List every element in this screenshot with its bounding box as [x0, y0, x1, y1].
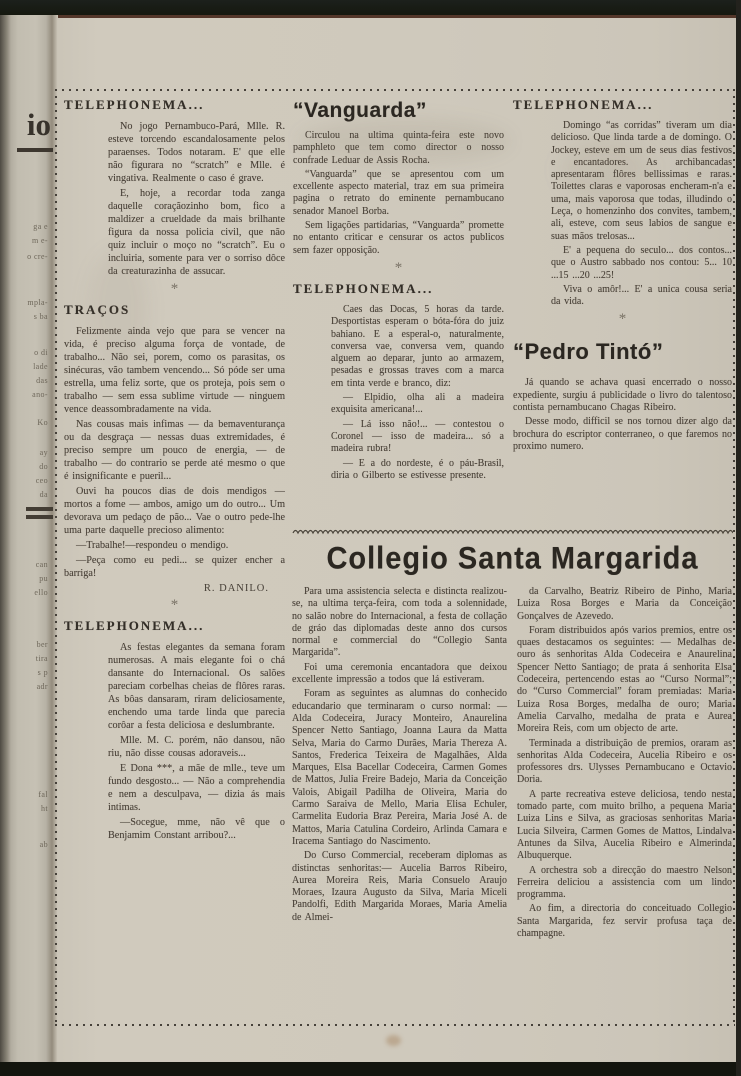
collegio-column-right: da Carvalho, Beatriz Ribeiro de Pinho, Maria Luiza Rosa Borges e Maria da Conceição Gonçalves de Azevedo. Foram distribuidos após varios premios, entre os quaes destacamos os seguintes: — Medalhas de ouro ás senhoritas Alda Codeceira e Anaurelina Spencer Netto Santiago; de prata á senhorita Elsa Codeceira, pertencendo estas ao “Curso Normal”; do “Curso Commercial” foram premiadas: Maria Luiza Rosa Borges, medalha de ouro; Maria Amelia Carvalho, medalha de prata e Aurea Moreira Reis, com um objecto de arte. Terminada a distribuição de premios, oraram as senhoritas Alda Codeceira, Aucelia Ribeiro e os professores drs. Ulysses Pernambucano e Octavio Doria. A parte recreativa esteve deliciosa, tendo nesta tomado parte, com muito brilho, a pequena Maria Luiza Lins e Silva, as graciosas senhoritas Maria Lucia Silveira, Carmen Gomes de Mattos, Lindalva Antunes da Silva, Aucelia Ribeiro e Almerinda Albuquerque. A orchestra sob a direcção do maestro Nelson Ferreira deliciou a assistencia com um lindo programma. Ao fim, a directoria do conceituado Collegio Santa Margarida, fez servir profusa taça de champagne. [517, 586, 732, 940]
collegio-column-left: Para uma assistencia selecta e distincta realizou-se, na ultima terça-feira, com toda a solennidade, no salão nobre do Internacional, a festa de collação de gráo das diplomadas deste anno dos cursos normal e commercial do “Collegio Santa Margarida”. Foi uma ceremonia encantadora que deixou excellente impressão a todos que lá estiveram. Foram as seguintes as alumnas do conhecido educandario que terminaram o curso normal: — Alda Codeceira, Juracy Monteiro, Anaurelina Spencer Netto Santiago, Joanna Laura da Matta Selva, Maria do Carmo Durães, Maria Thereza A. Santos, Frederica Teixeira de Magalhães, Alda Marques, Elsa Bacellar Codeceira, Carmen Gomes de Mattos, Julia Freire Badejo, Maria da Conceição Valois, Abigail Padilha de Oliveira, Maria do Carmo Saraiva de Mello, Maria Elisa Echuler, Carmelita Eudoria Braz Pereira, Maria José A. de Mattos, Maria Catulina Cordeiro, Arlinda Camara e Iracema Santiago do Nascimento. Do Curso Commercial, receberam diplomas as distinctas senhoritas:— Aucelia Barros Ribeiro, Aurea Moreira Reis, Maria Consuelo Araujo Moraes, Izaura Augusto da Silva, Maria Miceli Pandolfi, Edith Margarida Moraes, Maria Amelia de Almei- [292, 586, 507, 923]
page-edge-fragment: ga e [33, 222, 48, 231]
section-heading-telephonema-1: TELEPHONEMA... [64, 97, 205, 112]
page-edge-fragment: ano- [32, 390, 48, 399]
scan-top-band [0, 0, 741, 15]
page-edge-fragment: m e- [31, 236, 48, 245]
dotted-border-bottom [55, 1024, 735, 1026]
dotted-border-right [733, 89, 735, 1026]
column-middle [293, 99, 504, 484]
article-telephonema-2: As festas elegantes da semana foram numerosas. A mais elegante foi o chá dansante do Internacional. Os salões pareciam corbelhas cheias de flôres raras. As bôas dansaram, riram deliciosamente, enchendo uma tarde linda que parecia corôar a festa deliciosa e deslumbrante. Mlle. M. C. porém, não dansou, não riu, não disse cousas adoraveis... E Dona ***, a mãe de mlle., teve um fundo desgosto... — Não a comprehendia e nem a desculpava, — dizia ás mais intimas. —Socegue, mme, não vê que o Benjamim Constant arribou?... [108, 642, 285, 841]
ornament-divider: * [394, 259, 403, 276]
page-edge-fragment: do [39, 462, 48, 471]
page-edge-rule [17, 148, 53, 152]
page-edge-fragment: ay [39, 448, 48, 457]
scan-right-edge [736, 0, 741, 1076]
page-edge-fragment: o cre- [27, 252, 48, 261]
ornament-divider: * [170, 597, 179, 613]
page-edge-fragment: s ba [33, 312, 48, 321]
page-edge-rule-fragment [26, 515, 53, 519]
scan-bottom-band [0, 1062, 741, 1076]
page-edge-headline-fragment: io [26, 107, 51, 142]
page-edge-fragment: tira [35, 654, 48, 663]
page-edge-fragment: o di [34, 348, 48, 357]
column-right [513, 97, 732, 455]
page-edge-fragment: pu [39, 574, 48, 583]
section-heading-telephonema-3: TELEPHONEMA... [293, 280, 434, 296]
page-edge-fragment: da [39, 490, 48, 499]
page-edge-fragment: ello [34, 588, 48, 597]
collegio-columns [292, 586, 733, 942]
page-edge-rule-fragment [26, 507, 53, 511]
article-telephonema-1: No jogo Pernambuco-Pará, Mlle. R. esteve torcendo escandalosamente pelos paraenses. Todos notaram. E' que elle não figurara no “scratch” e Mlle. é vingativa. Realmente o caso é grave. E, hoje, a recordar toda zanga daquelle coraçãozinho bom, fico a maldizer a crueldade da mais brilhante figura da nossa policia civil, que não quiz incluir o moço no “scratch”. Eu o incluiria, somente para ver o sorriso dôce da creaturazinha de assucar. [108, 121, 285, 277]
ornament-divider: * [170, 281, 179, 297]
page-edge-fragment: adr [36, 682, 48, 691]
headline-collegio: Collegio Santa Margarida [326, 541, 699, 577]
binding-gutter [0, 15, 58, 1062]
page-edge-fragment: lade [33, 362, 48, 371]
page-edge-fragment: ber [36, 640, 48, 649]
article-signature: R. DANILO. [203, 583, 269, 594]
page-edge-fragment: ab [39, 840, 48, 849]
section-heading-vanguarda: “Vanguarda” [293, 99, 427, 122]
article-pedro-tinto: Já quando se achava quasi encerrado o nosso expediente, surgiu á publicidade o livro do talentoso contista pernambucano Chagas Ribeiro. Desse modo, difficil se nos tornou dizer algo da brochura do escriptor conterraneo, o que faremos no proximo numero. [513, 377, 732, 452]
dotted-border-left [55, 89, 57, 1026]
ornament-divider: * [618, 311, 627, 328]
wavy-rule [292, 528, 733, 535]
article-telephonema-4: Domingo “as corridas” tiveram um dia delicioso. Que linda tarde a de domingo. O Jockey, esteve em um de seus dias festivos e encantadores. As archibancadas apresentaram flôres bellissimas e raras. Toilettes claras e vaporosas encheram-n'a e uma, mais vaporosa que todas, illudindo o Leça, o homenzinho dos convites, tambem, ali, esteve, com seus labios de sangue e suas mãos trelosas... E' a pequena do seculo... dos contos... que o Austro sabbado nos contou: 5... 10 ...15 ...20 ...25! Viva o amôr!... E' a unica cousa seria da vida. [551, 120, 732, 308]
page-edge-fragment: fal [38, 790, 48, 799]
scan-top-edge-line [0, 15, 741, 18]
dotted-border-top [55, 89, 735, 91]
page-edge-fragment: s p [37, 668, 48, 677]
article-telephonema-3: Caes das Docas, 5 horas da tarde. Desportistas esperam o bóta-fóra do juiz bahiano. E a esperal-o, naturalmente, conversa vae, conversa vem, quando alguem ao deparar, junto ao armazem, pesadas e grossas traves com a marca em tinta verde e branco, diz: — Elpidio, olha ali a madeira exquisita americana!... — Lá isso não!... — contestou o Coronel — isso de madeira... só a madeira rubra! — E a do nordeste, é o páu-Brasil, diria o Gilberto se estivesse presente. [331, 303, 504, 481]
page-edge-fragment: Ko [37, 418, 48, 427]
section-heading-pedro-tinto: “Pedro Tintó” [513, 339, 664, 365]
section-collegio-santa-margarida [292, 528, 733, 942]
page-edge-fragment: das [36, 376, 48, 385]
section-heading-tracos: TRAÇOS [64, 302, 131, 317]
section-heading-telephonema-2: TELEPHONEMA... [64, 618, 205, 633]
page-edge-fragment: can [35, 560, 48, 569]
column-left [64, 97, 285, 844]
article-tracos: Felizmente ainda vejo que para se vencer na vida, é preciso alguma força de vontade, de trabalho... Não sei, porem, como os parasitas, os sinécuras, vão tambem vencendo... Só póde ser uma estrella, uma feliz sorte, que os proteja, pois sem o trabalho — sem essa sublime virtude — ninguem vence deassombradamente na vida. Nas cousas mais infimas — da bemaventurança ou da desgraça — nessas duas extremidades, é preciso sempre um pouco de energia, — de trabalho — do contrario se perde até mesmo o que é insignificante e pueril... Ouvi ha poucos dias de dois mendigos — mortos a fome — ambos, amigo um do outro... Um devorava um pedaço de pão... Vae o outro pede-lhe uma parte daquelle precioso alimento: —Trabalhe!—respondeu o mendigo. —Peça como eu pedi... se quizer encher a barriga! [64, 326, 285, 579]
page-edge-fragment: mpla- [27, 298, 48, 307]
article-vanguarda: Circulou na ultima quinta-feira este novo pamphleto que tem como director o nosso confrade Leduar de Assis Rocha. “Vanguarda” que se apresentou com um excellente aspecto material, traz em sua primeira pagina o retrato do eminente pernambucano senador Manoel Borba. Sem ligações partidarias, “Vanguarda” promette no entanto criticar e censurar os actos publicos sem fazer opposição. [293, 130, 504, 256]
page-edge-fragment: ht [40, 804, 48, 813]
section-heading-telephonema-4: TELEPHONEMA... [513, 97, 654, 112]
page-edge-fragment: ceo [35, 476, 48, 485]
